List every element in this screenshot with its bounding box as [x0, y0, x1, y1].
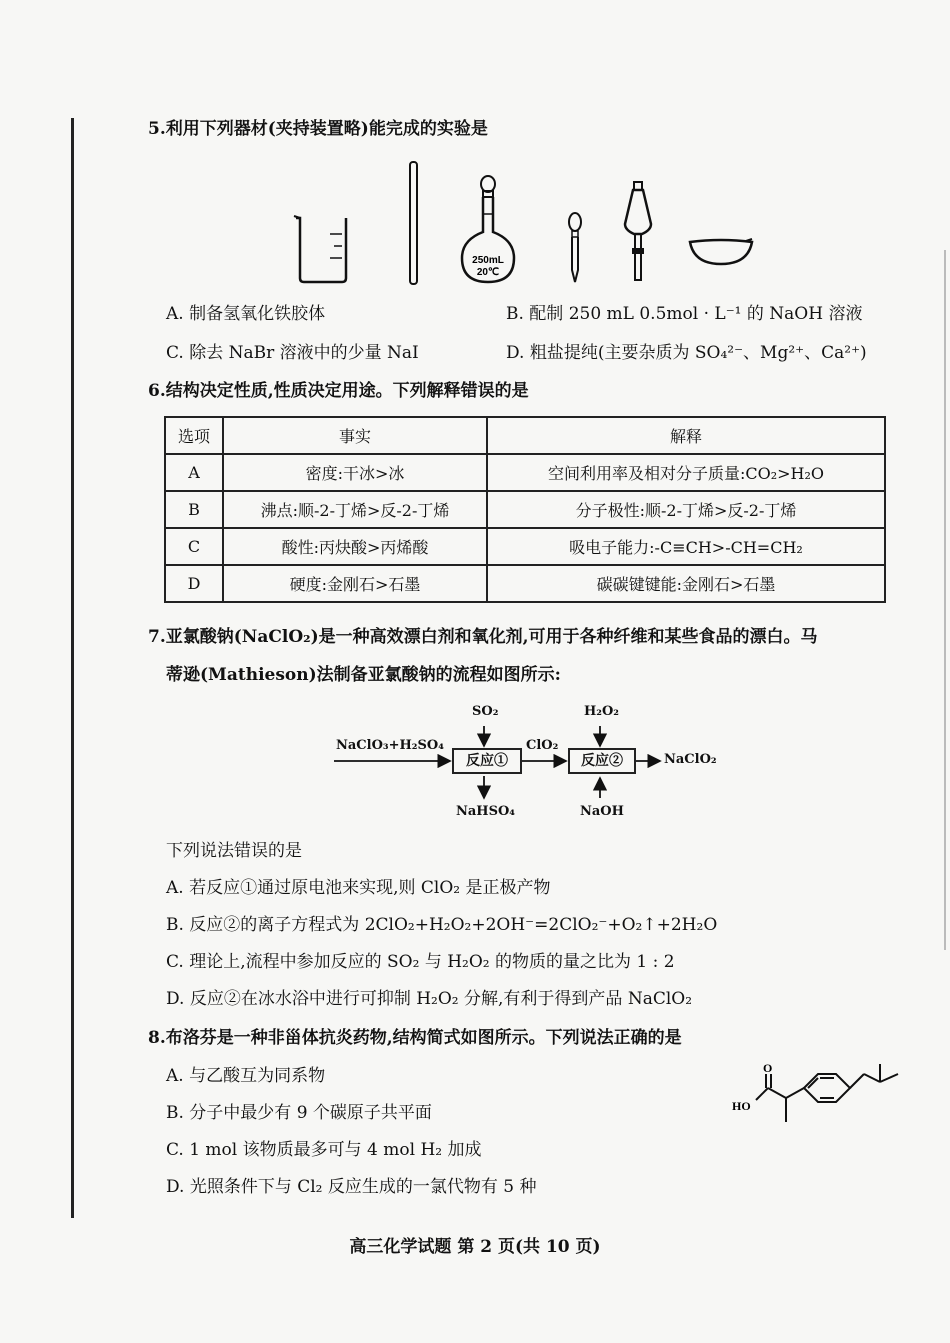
table-cell: B — [165, 491, 223, 528]
separatory-funnel-icon — [620, 180, 656, 284]
q8-option-c: C. 1 mol 该物质最多可与 4 mol H₂ 加成 — [166, 1140, 482, 1160]
table-cell: 碳碳键键能:金刚石>石墨 — [487, 565, 885, 602]
flow-h2o2-label: H₂O₂ — [584, 704, 619, 719]
table-header: 解释 — [487, 417, 885, 454]
molecule-oxygen-label: O — [763, 1061, 773, 1075]
flow-clo2-label: ClO₂ — [526, 738, 559, 753]
q7-option-b: B. 反应②的离子方程式为 2ClO₂+H₂O₂+2OH⁻=2ClO₂⁻+O₂↑+2H₂O — [166, 915, 718, 935]
table-cell: 酸性:丙炔酸>丙烯酸 — [223, 528, 487, 565]
q8-stem: 8.布洛芬是一种非甾体抗炎药物,结构简式如图所示。下列说法正确的是 — [148, 1028, 682, 1048]
q7-stem-line2: 蒂逊(Mathieson)法制备亚氯酸钠的流程如图所示: — [166, 665, 561, 685]
dropper-icon — [564, 212, 586, 284]
glass-rod-icon — [404, 160, 424, 286]
reaction-2-box: 反应② — [568, 748, 636, 774]
flow-output-label: NaClO₂ — [664, 752, 717, 767]
table-cell: 空间利用率及相对分子质量:CO₂>H₂O — [487, 454, 885, 491]
flow-naoh-label: NaOH — [580, 804, 624, 819]
table-header: 事实 — [223, 417, 487, 454]
table-cell: D — [165, 565, 223, 602]
table-cell: 吸电子能力:-C≡CH>-CH=CH₂ — [487, 528, 885, 565]
flask-temperature-label: 20℃ — [476, 267, 500, 278]
table-header-row — [165, 417, 885, 454]
q7-option-d: D. 反应②在冰水浴中进行可抑制 H₂O₂ 分解,有利于得到产品 NaClO₂ — [166, 989, 693, 1009]
q5-option-b: B. 配制 250 mL 0.5mol · L⁻¹ 的 NaOH 溶液 — [506, 304, 863, 324]
table-row — [165, 528, 885, 565]
flask-volume-label: 250mL — [472, 255, 504, 266]
q5-option-a: A. 制备氢氧化铁胶体 — [166, 304, 326, 324]
table-cell: A — [165, 454, 223, 491]
q5-stem: 5.利用下列器材(夹持装置略)能完成的实验是 — [148, 119, 488, 139]
flow-input-label: NaClO₃+H₂SO₄ — [336, 738, 444, 753]
flow-nahso4-label: NaHSO₄ — [456, 804, 515, 819]
q7-stem-line1: 7.亚氯酸钠(NaClO₂)是一种高效漂白剂和氧化剂,可用于各种纤维和某些食品的漂白。马 — [148, 627, 818, 647]
molecule-hydroxyl-label: HO — [732, 1099, 751, 1113]
table-row — [165, 491, 885, 528]
q6-stem: 6.结构决定性质,性质决定用途。下列解释错误的是 — [148, 381, 529, 401]
evaporating-dish-icon — [686, 236, 756, 268]
q8-option-b: B. 分子中最少有 9 个碳原子共平面 — [166, 1103, 432, 1123]
q7-option-a: A. 若反应①通过原电池来实现,则 ClO₂ 是正极产物 — [166, 878, 551, 898]
ibuprofen-structure-icon — [730, 1060, 910, 1140]
table-row — [165, 565, 885, 602]
table-cell: 分子极性:顺-2-丁烯>反-2-丁烯 — [487, 491, 885, 528]
volumetric-flask-icon — [456, 174, 520, 286]
table-cell: 密度:干冰>冰 — [223, 454, 487, 491]
table-cell: C — [165, 528, 223, 565]
beaker-icon — [290, 210, 356, 286]
q5-option-c: C. 除去 NaBr 溶液中的少量 NaI — [166, 343, 419, 363]
q8-option-d: D. 光照条件下与 Cl₂ 反应生成的一氯代物有 5 种 — [166, 1177, 537, 1197]
q5-option-d: D. 粗盐提纯(主要杂质为 SO₄²⁻、Mg²⁺、Ca²⁺) — [506, 343, 867, 363]
page-footer: 高三化学试题 第 2 页(共 10 页) — [349, 1237, 601, 1257]
binding-margin-line — [71, 118, 74, 1218]
table-cell: 沸点:顺-2-丁烯>反-2-丁烯 — [223, 491, 487, 528]
table-header: 选项 — [165, 417, 223, 454]
q7-option-c: C. 理论上,流程中参加反应的 SO₂ 与 H₂O₂ 的物质的量之比为 1 : 2 — [166, 952, 675, 972]
page-edge-line — [944, 250, 946, 950]
flow-so2-label: SO₂ — [472, 704, 499, 719]
q7-flow-diagram — [330, 700, 730, 830]
reaction-1-box: 反应① — [452, 748, 522, 774]
table-row — [165, 454, 885, 491]
q8-option-a: A. 与乙酸互为同系物 — [166, 1066, 326, 1086]
q7-prompt: 下列说法错误的是 — [166, 841, 302, 861]
table-cell: 硬度:金刚石>石墨 — [223, 565, 487, 602]
q6-table — [164, 416, 886, 603]
